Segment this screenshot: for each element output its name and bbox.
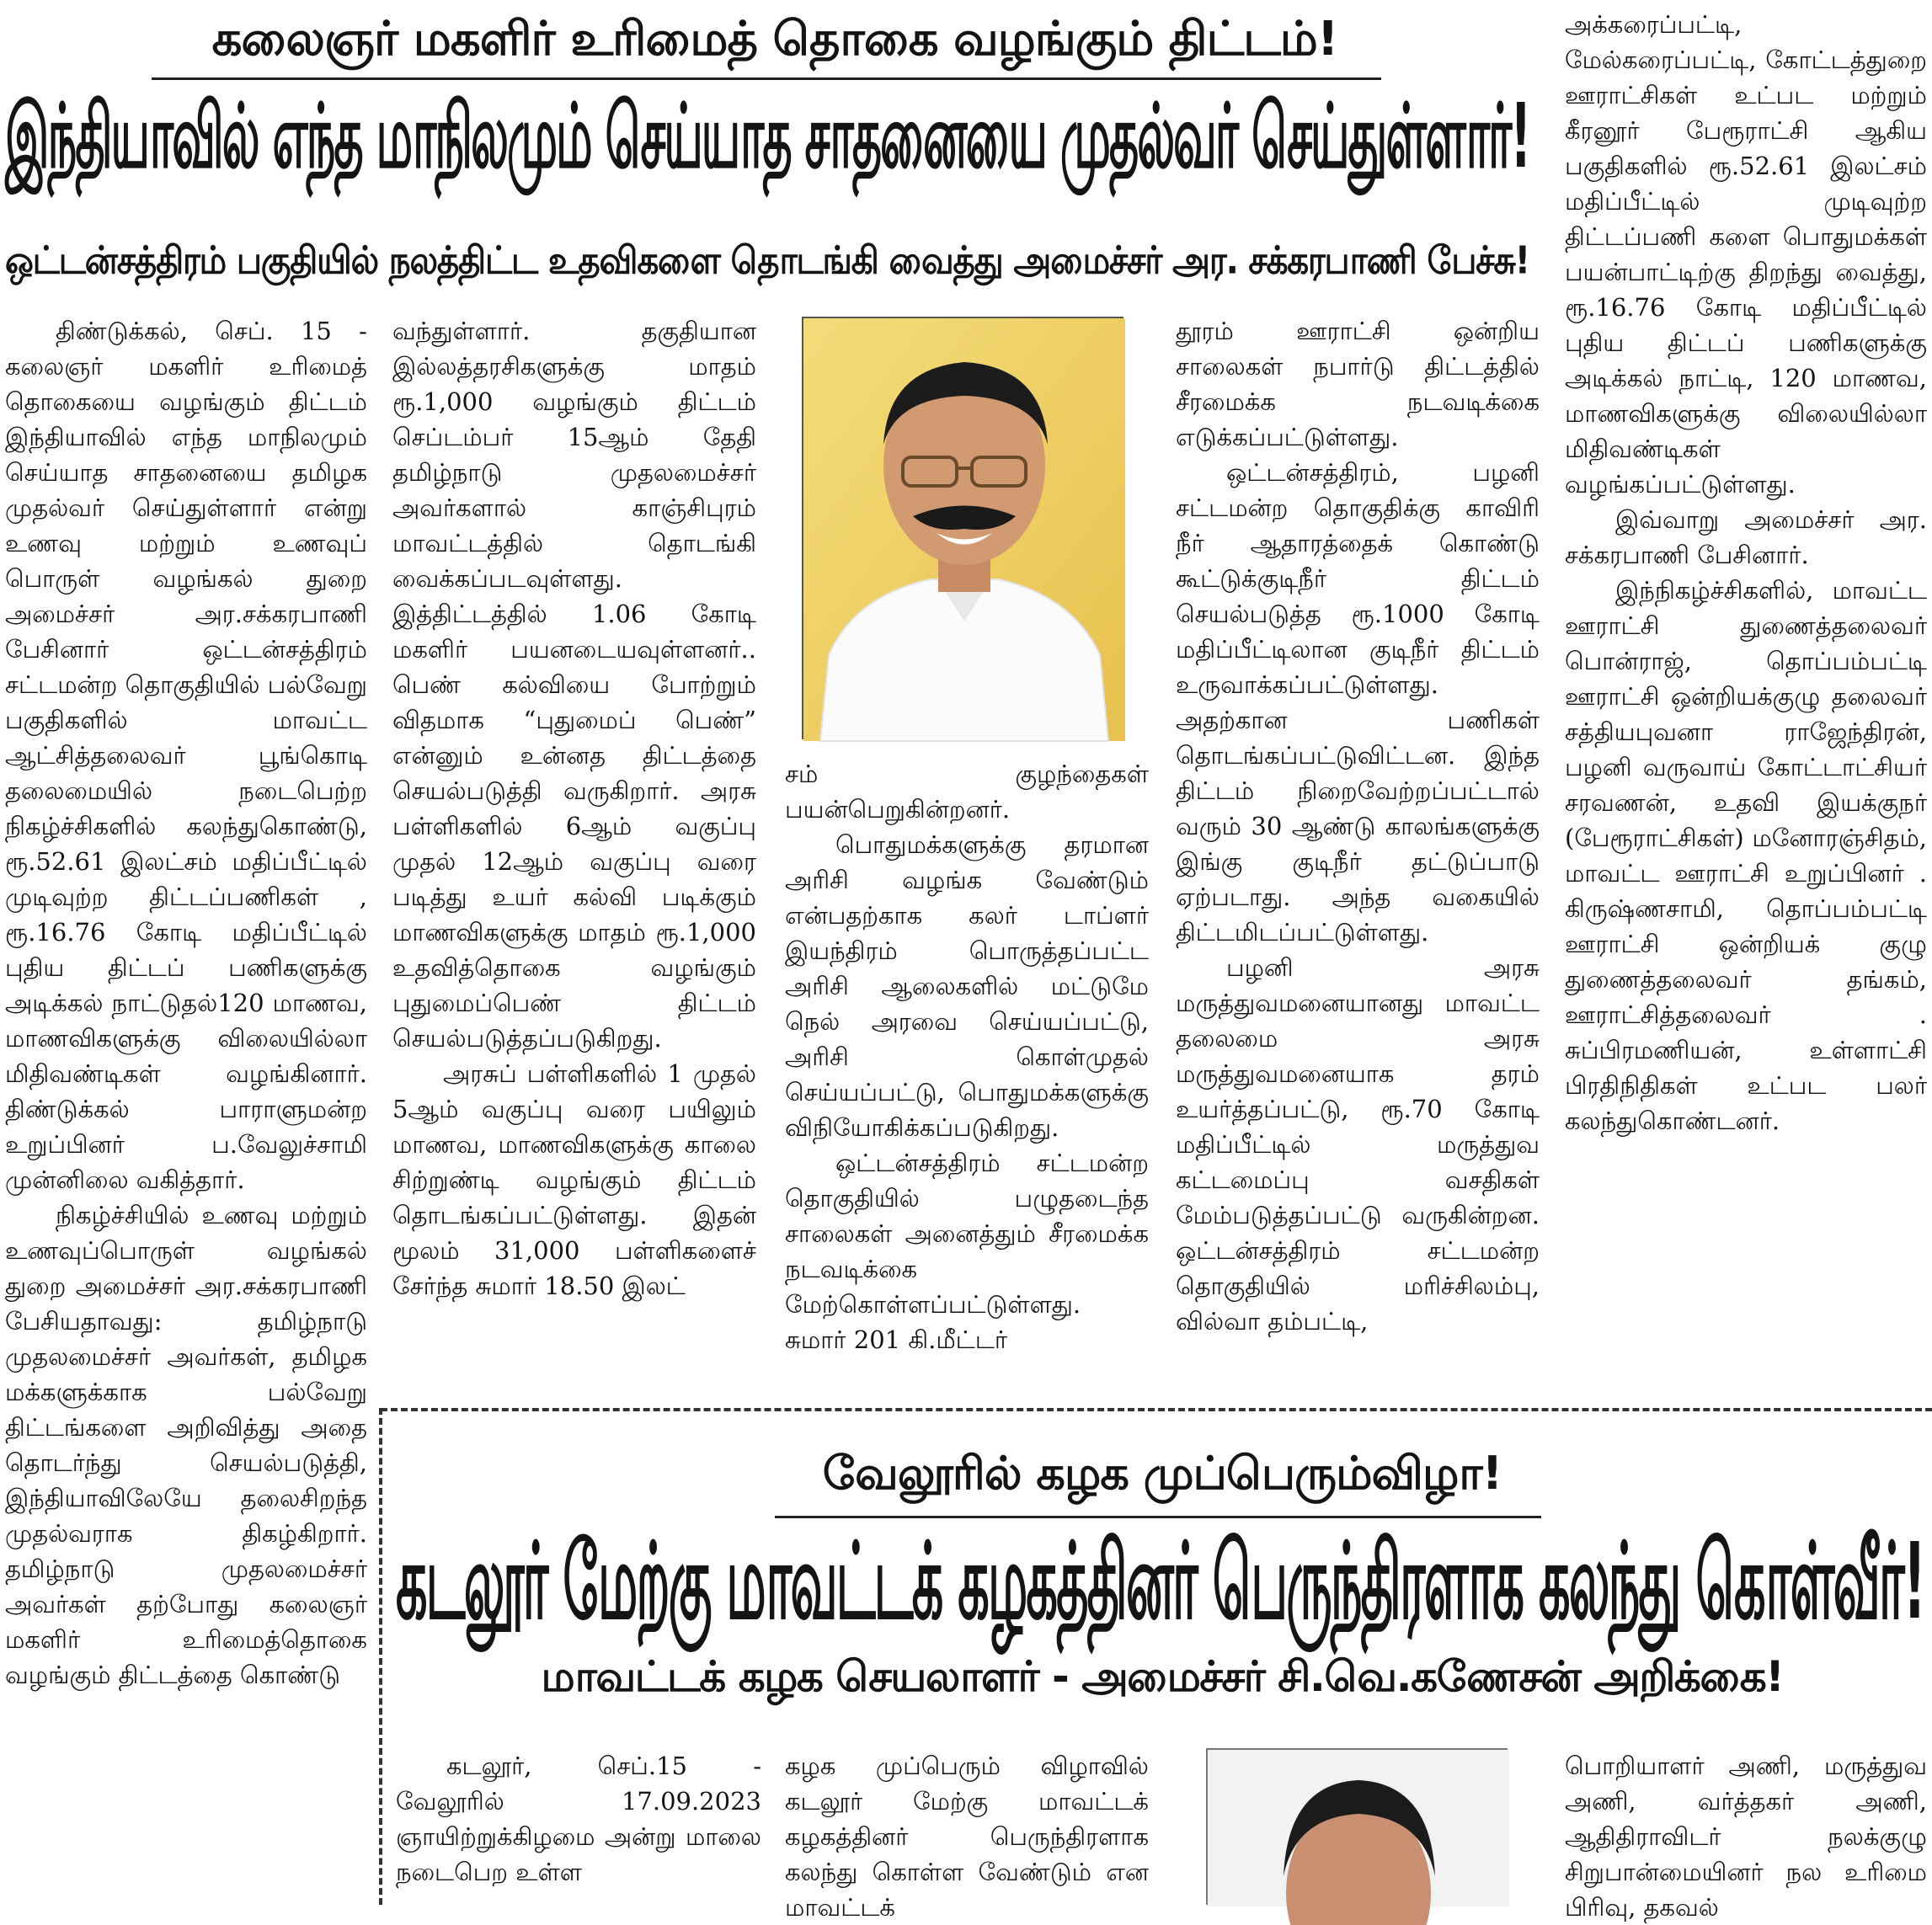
story1-col5-para-3: இந்நிகழ்ச்சிகளில், மாவட்ட ஊராட்சி துணைத்தலைவர் பொன்ராஜ், தொப்பம்பட்டி ஊராட்சி ஒன்றியக்குழு தலைவர் சத்தியபுவனா ராஜேந்திரன், பழனி வருவாய் கோட்டாட்சியர் சரவணன், உதவி இயக்குநர் (பேரூராட்சிகள்) மனோரஞ்சிதம், மாவட்ட ஊராட்சி உறுப்பினர் . கிருஷ்ணசாமி, தொப்பம்பட்டி ஊராட்சி ஒன்றியக் குழு துணைத்தலைவர் தங்கம், ஊராட்சித்தலைவர் . சுப்பிரமணியன், உள்ளாட்சி பிரதிநிதிகள் உட்பட பலர் கலந்துகொண்டனர். [1565, 576, 1927, 1135]
story2-kicker: வேலூரில் கழக முப்பெரும்விழா! [822, 1447, 1502, 1500]
story1-col3-para-1: சம் குழந்தைகள் பயன்பெறுகின்றனர். [785, 760, 1149, 824]
story2-column-2 [785, 1748, 1149, 1922]
story1-column-4 [1176, 313, 1540, 1400]
story1-column-5 [1565, 7, 1927, 1400]
story2-col3-text: பொறியாளர் அணி, மருத்துவ அணி, வர்த்தகர் அணி, ஆதிதிராவிடர் நலக்குழு சிறுபான்மையினர் நல உரிமை பிரிவு, தகவல் [1565, 1752, 1927, 1922]
story1-subhead-wrap [5, 237, 1534, 293]
story2-col2-text: கழக முப்பெரும் விழாவில் கடலூர் மேற்கு மாவட்டக் கழகத்தினர் பெருந்திரளாக கலந்து கொள்ள வேண்டும் என மாவட்டக் [785, 1752, 1149, 1922]
story1-col4-para-1: தூரம் ஊராட்சி ஒன்றிய சாலைகள் நபார்டு திட்டத்தில் சீரமைக்க நடவடிக்கை எடுக்கப்பட்டுள்ளது. [1176, 317, 1540, 451]
story1-col3-para-3: ஒட்டன்சத்திரம் சட்டமன்ற தொகுதியில் பழுதடைந்த சாலைகள் அனைத்தும் சீரமைக்க நடவடிக்கை மேற்கொள்ளப்பட்டுள்ளது. சுமார் 201 கி.மீட்டர் [785, 1149, 1149, 1354]
story2-headline: கடலூர் மேற்கு மாவட்டக் கழகத்தினர் பெருந்திரளாக கலந்து கொள்வீர்! [396, 1519, 1924, 1643]
story2-kicker-rule [775, 1516, 1541, 1518]
story1-col5-para-1: அக்கரைப்பட்டி, மேல்கரைப்பட்டி, கோட்டத்துறை ஊராட்சிகள் உட்பட மற்றும் கீரனூர் பேரூராட்சி ஆகிய பகுதிகளில் ரூ.52.61 இலட்சம் மதிப்பீட்டில் முடிவுற்ற திட்டப்பணி களை பொதுமக்கள் பயன்பாட்டிற்கு திறந்து வைத்து, ரூ.16.76 கோடி மதிப்பீட்டில் புதிய திட்டப் பணிகளுக்கு அடிக்கல் நாட்டி, 120 மாணவ, மாணவிகளுக்கு விலையில்லா மிதிவண்டிகள் வழங்கப்பட்டுள்ளது. [1565, 10, 1927, 499]
story-separator-horizontal [381, 1408, 1932, 1411]
story2-column-3 [1565, 1748, 1927, 1922]
story1-column-1 [5, 313, 367, 1896]
story1-headline-wrap [5, 85, 1534, 189]
story1-kicker: கலைஞர் மகளிர் உரிமைத் தொகை வழங்கும் திட்டம்! [211, 12, 1338, 67]
story1-col2-para-2: அரசுப் பள்ளிகளில் 1 முதல் 5ஆம் வகுப்பு வரை பயிலும் மாணவ, மாணவிகளுக்கு காலை சிற்றுண்டி வழங்கும் திட்டம் தொடங்கப்பட்டுள்ளது. இதன் மூலம் 31,000 பள்ளிகளைச் சேர்ந்த சுமார் 18.50 இலட் [392, 1059, 756, 1300]
story1-col3-para-2: பொதுமக்களுக்கு தரமான அரிசி வழங்க வேண்டும் என்பதற்காக கலர் டாப்ளர் இயந்திரம் பொருத்தப்பட்ட அரிசி ஆலைகளில் மட்டுமே நெல் அரவை செய்யப்பட்டு, அரிசி கொள்முதல் செய்யப்பட்டு, பொதுமக்களுக்கு விநியோகிக்கப்படுகிறது. [785, 830, 1149, 1142]
story1-col4-para-3: பழனி அரசு மருத்துவமனையானது மாவட்ட தலைமை அரசு மருத்துவமனையாக தரம் உயர்த்தப்பட்டு, ரூ.70 கோடி மதிப்பீட்டில் மருத்துவ கட்டமைப்பு வசதிகள் மேம்படுத்தப்பட்டு வருகின்றன. ஒட்டன்சத்திரம் சட்டமன்ற தொகுதியில் மரிச்சிலம்பு, வில்வா தம்பட்டி, [1176, 953, 1540, 1336]
story1-col5-para-2: இவ்வாறு அமைச்சர் அர. சக்கரபாணி பேசினார். [1565, 505, 1927, 569]
story1-col2-para-1: வந்துள்ளார். தகுதியான இல்லத்தரசிகளுக்கு மாதம் ரூ.1,000 வழங்கும் திட்டம் செப்டம்பர் 15ஆம் தேதி தமிழ்நாடு முதலமைச்சர் அவர்களால் காஞ்சிபுரம் மாவட்டத்தில் தொடங்கி வைக்கப்படவுள்ளது. இத்திட்டத்தில் 1.06 கோடி மகளிர் பயனடையவுள்ளனர்.. பெண் கல்வியை போற்றும் விதமாக “புதுமைப் பெண்” என்னும் உன்னத திட்டத்தை செயல்படுத்தி வருகிறார். அரசு பள்ளிகளில் 6ஆம் வகுப்பு முதல் 12ஆம் வகுப்பு வரை படித்து உயர் கல்வி படிக்கும் மாணவிகளுக்கு மாதம் ரூ.1,000 உதவித்தொகை வழங்கும் புதுமைப்பெண் திட்டம் செயல்படுத்தப்படுகிறது. [392, 317, 756, 1053]
story1-col4-para-2: ஒட்டன்சத்திரம், பழனி சட்டமன்ற தொகுதிக்கு காவிரி நீர் ஆதாரத்தைக் கொண்டு கூட்டுக்குடிநீர் திட்டம் செயல்படுத்த ரூ.1000 கோடி மதிப்பீட்டிலான குடிநீர் திட்டம் உருவாக்கப்பட்டுள்ளது. அதற்கான பணிகள் தொடங்கப்பட்டுவிட்டன. இந்த திட்டம் நிறைவேற்றப்பட்டால் வரும் 30 ஆண்டு காலங்களுக்கு இங்கு குடிநீர் தட்டுப்பாடு ஏற்படாது. அந்த வகையில் திட்டமிடப்பட்டுள்ளது. [1176, 458, 1540, 947]
story2-column-1 [396, 1748, 761, 1905]
minister-portrait-2-illustration [1208, 1750, 1509, 1906]
story1-headline: இந்தியாவில் எந்த மாநிலமும் செய்யாத சாதனையை முதல்வர் செய்துள்ளார்! [5, 85, 1530, 189]
minister-photo-2 [1206, 1748, 1508, 1905]
story1-column-2 [392, 313, 756, 1400]
story-separator-vertical [379, 1408, 382, 1905]
story2-subhead: மாவட்டக் கழக செயலாளர் - அமைச்சர் சி.வெ.கணேசன் அறிக்கை! [541, 1652, 1784, 1701]
story1-column-3 [785, 756, 1149, 1400]
story1-subhead: ஒட்டன்சத்திரம் பகுதியில் நலத்திட்ட உதவிகளை தொடங்கி வைத்து அமைச்சர் அர. சக்கரபாணி பேச்சு! [5, 237, 1529, 283]
story1-col1-para-1: திண்டுக்கல், செப். 15 - கலைஞர் மகளிர் உரிமைத் தொகையை வழங்கும் திட்டம் இந்தியாவில் எந்த மாநிலமும் செய்யாத சாதனையை தமிழக முதல்வர் செய்துள்ளார் என்று உணவு மற்றும் உணவுப் பொருள் வழங்கல் துறை அமைச்சர் அர.சக்கரபாணி பேசினார் ஒட்டன்சத்திரம் சட்டமன்ற தொகுதியில் பல்வேறு பகுதிகளில் மாவட்ட ஆட்சித்தலைவர் பூங்கொடி தலைமையில் நடைபெற்ற நிகழ்ச்சிகளில் கலந்துகொண்டு, ரூ.52.61 இலட்சம் மதிப்பீட்டில் முடிவுற்ற திட்டப்பணிகள் , ரூ.16.76 கோடி மதிப்பீட்டில் புதிய திட்டப் பணிகளுக்கு அடிக்கல் நாட்டுதல்120 மாணவ, மாணவிகளுக்கு விலையில்லா மிதிவண்டிகள் வழங்கினார். திண்டுக்கல் பாராளுமன்ற உறுப்பினர் ப.வேலுச்சாமி முன்னிலை வகித்தார். [5, 317, 367, 1194]
story2-headline-wrap [396, 1519, 1929, 1643]
minister-photo [802, 317, 1123, 739]
story1-col1-para-2: நிகழ்ச்சியில் உணவு மற்றும் உணவுப்பொருள் வழங்கல் துறை அமைச்சர் அர.சக்கரபாணி பேசியதாவது: தமிழ்நாடு முதலமைச்சர் அவர்கள், தமிழக மக்களுக்காக பல்வேறு திட்டங்களை அறிவித்து அதை தொடர்ந்து செயல்படுத்தி, இந்தியாவிலேயே தலைசிறந்த முதல்வராக திகழ்கிறார். தமிழ்நாடு முதலமைச்சர் அவர்கள் தற்போது கலைஞர் மகளிர் உரிமைத்தொகை வழங்கும் திட்டத்தை கொண்டு [5, 1201, 367, 1689]
story1-kicker-rule [152, 77, 1381, 80]
story2-col1-text: கடலூர், செப்.15 - வேலூரில் 17.09.2023 ஞாயிற்றுக்கிழமை அன்று மாலை நடைபெற உள்ள [396, 1752, 761, 1886]
minister-portrait-illustration [803, 318, 1125, 741]
